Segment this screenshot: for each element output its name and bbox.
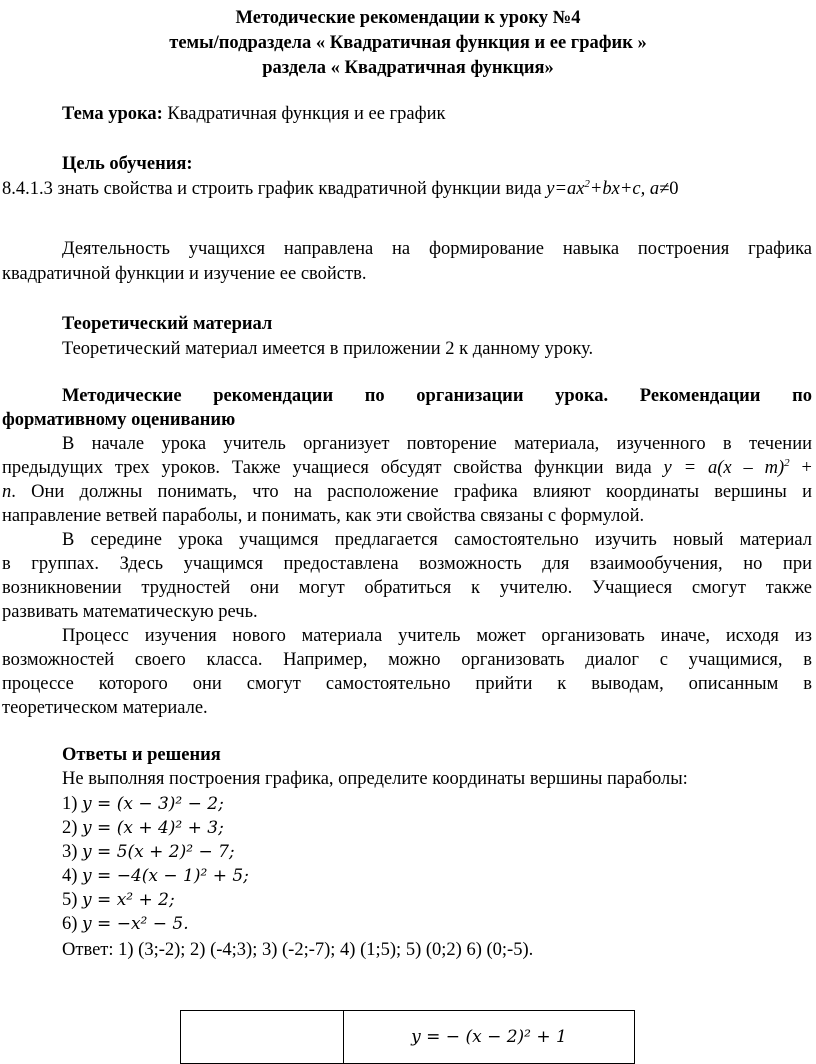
theory-text: Теоретический материал имеется в приложении 2 к данному уроку. — [62, 339, 594, 359]
goal-text: 8.4.1.3 знать свойства и строить график квадратичной функции вида — [2, 179, 547, 199]
answers-heading: Ответы и решения — [62, 745, 221, 765]
answer-item-formula: y = (x − 3)² − 2; — [82, 794, 224, 814]
goal-formula-c: , a≠ — [640, 179, 670, 199]
methods-p1-line-3 — [2, 480, 812, 504]
answer-item-formula: y = (x + 4)² + 3; — [82, 818, 224, 838]
activity-line-2: квадратичной функции и изучение ее свойств. — [2, 264, 367, 284]
doc-title-line-2: темы/подраздела « Квадратичная функция и ее график » — [169, 33, 647, 53]
methods-p1-text: предыдущих трех уроков. Также учащиеся обсудят свойства функции вида — [2, 458, 664, 478]
answer-item-formula: y = x² + 2; — [82, 890, 175, 910]
table-row — [181, 1011, 635, 1064]
methods-heading-line-1: Методические рекомендации по организации урока. Рекомендации по — [62, 386, 812, 406]
answer-item — [62, 864, 812, 888]
methods-p1-n: n — [2, 482, 12, 502]
table-cell-formula: y = − (x − 2)² + 1 — [344, 1011, 635, 1064]
doc-title-line-3: раздела « Квадратичная функция» — [262, 58, 554, 78]
methods-p1-formula-sup: 2 — [784, 456, 790, 469]
topic-line — [62, 102, 812, 126]
answer-item-formula: y = 5(x + 2)² − 7; — [82, 842, 235, 862]
table-cell-empty — [181, 1011, 344, 1064]
answer-item-num: 5) — [62, 890, 78, 910]
answer-item-num: 6) — [62, 914, 78, 934]
methods-p2-line-2: в группах. Здесь учащимся предоставлена возможность для взаимообучения, но при — [2, 554, 812, 574]
goal-formula-d: 0 — [669, 179, 679, 199]
methods-p3-line-1: Процесс изучения нового материала учитель может организовать иначе, исходя из — [62, 626, 812, 646]
topic-label: Тема урока: — [62, 104, 163, 124]
methods-p1-formula: y = a(x – m) — [663, 458, 785, 478]
methods-p1-line-2 — [2, 456, 812, 480]
methods-p3-line-2: возможностей своего класса. Например, можно организовать диалог с учащимися, в — [2, 650, 812, 670]
methods-p1-formula-tail: + — [789, 458, 812, 478]
goal-line — [2, 177, 812, 201]
answer-item-num: 1) — [62, 794, 78, 814]
answer-item-num: 3) — [62, 842, 78, 862]
goal-formula-b: +bx+c — [589, 179, 641, 199]
answer-item — [62, 840, 812, 864]
answer-item — [62, 912, 812, 936]
methods-p3-line-3: процессе которого они смогут самостоятельно прийти к выводам, описанным в — [2, 674, 812, 694]
answer-item — [62, 888, 812, 912]
theory-heading: Теоретический материал — [62, 314, 273, 334]
goal-formula-sup: 2 — [584, 177, 590, 190]
answer-table — [180, 1010, 635, 1064]
answer-item — [62, 792, 812, 816]
goal-formula-a: y=ax — [546, 179, 585, 199]
answer-item-num: 2) — [62, 818, 78, 838]
methods-p1-line-1: В начале урока учитель организует повторение материала, изученного в течении — [62, 434, 812, 454]
goal-label: Цель обучения: — [62, 154, 193, 174]
methods-p2-line-1: В середине урока учащимся предлагается самостоятельно изучить новый материал — [62, 530, 812, 550]
answer-item — [62, 816, 812, 840]
methods-p1-line-4: направление ветвей параболы, и понимать, как эти свойства связаны с формулой. — [2, 506, 645, 526]
methods-heading-line-2: формативному оцениванию — [2, 410, 236, 430]
topic-value: Квадратичная функция и ее график — [162, 104, 446, 124]
answer-item-formula: y = −x² − 5. — [82, 914, 189, 934]
methods-p2-line-4: развивать математическую речь. — [2, 602, 258, 622]
methods-p2-line-3: возникновении трудностей они могут обратиться к учителю. Учащиеся смогут также — [2, 578, 812, 598]
doc-title-line-1: Методические рекомендации к уроку №4 — [235, 8, 581, 28]
methods-p3-line-4: теоретическом материале. — [2, 698, 208, 718]
activity-line-1: Деятельность учащихся направлена на формирование навыка построения графика — [62, 239, 812, 259]
answer-item-num: 4) — [62, 866, 78, 886]
methods-p1-line-3-text: . Они должны понимать, что на расположение графика влияют координаты вершины и — [11, 482, 812, 502]
answers-result: Ответ: 1) (3;-2); 2) (-4;3); 3) (-2;-7); 4) (1;5); 5) (0;2) 6) (0;-5). — [62, 940, 534, 960]
answer-item-formula: y = −4(x − 1)² + 5; — [82, 866, 249, 886]
answers-task: Не выполняя построения графика, определите координаты вершины параболы: — [62, 769, 688, 789]
